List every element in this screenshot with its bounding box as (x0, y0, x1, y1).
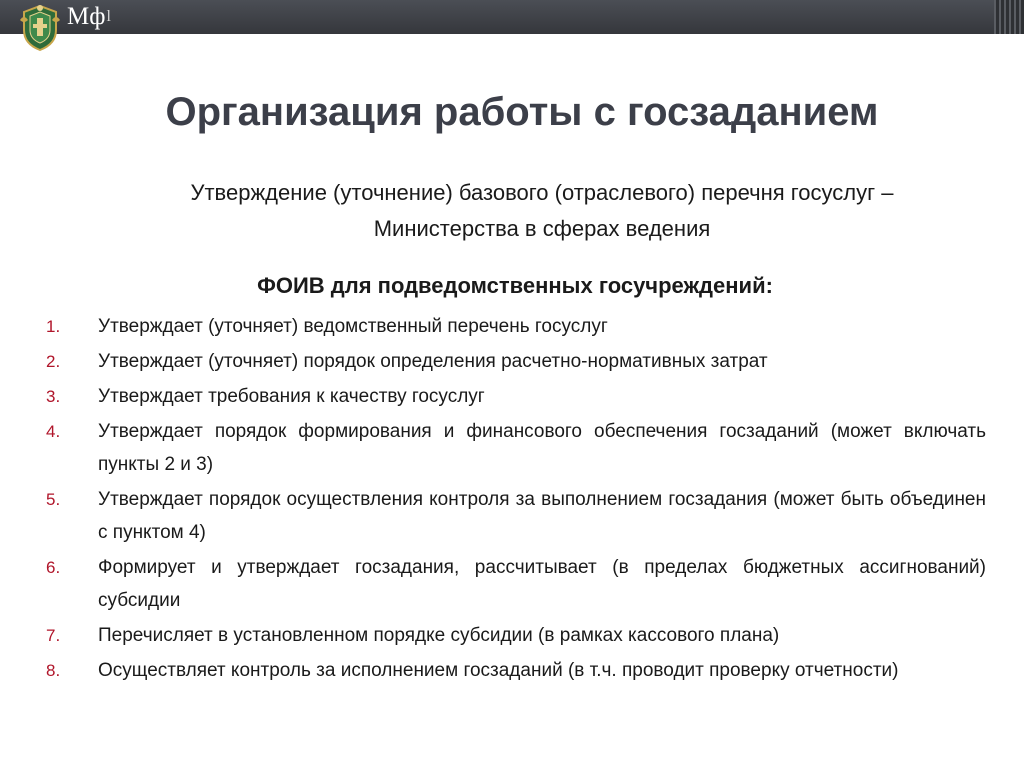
list-item (40, 310, 986, 343)
top-bar-stripes (994, 0, 1024, 34)
top-bar (0, 0, 1024, 34)
list-number: 7. (46, 626, 61, 645)
list-item (40, 619, 986, 652)
list-number: 4. (46, 422, 61, 441)
brand-mark: l (106, 8, 111, 25)
list-number: 2. (46, 352, 61, 371)
list-item (40, 551, 986, 617)
list-number: 5. (46, 490, 61, 509)
list-item (40, 654, 986, 687)
brand-text: Мф (67, 3, 106, 30)
list-text: Перечисляет в установленном порядке субсидии (в рамках кассового плана) (98, 625, 780, 646)
subheading: ФОИВ для подведомственных госучреждений: (257, 273, 773, 298)
list-text: Утверждает порядок осуществления контроля за выполнением госзадания (может быть объединен с пунктом 4) (98, 489, 986, 543)
list-item (40, 483, 986, 549)
list-text: Утверждает (уточняет) порядок определения расчетно-нормативных затрат (98, 351, 768, 372)
list-text: Утверждает требования к качеству госуслуг (98, 386, 485, 407)
slide-title: Организация работы с госзаданием (165, 90, 879, 134)
list-item (40, 415, 986, 481)
list-number: 6. (46, 558, 61, 577)
intro-line-2: Министерства в сферах ведения (373, 216, 711, 241)
list-text: Формирует и утверждает госзадания, рассчитывает (в пределах бюджетных ассигнований) субсидии (98, 557, 986, 611)
ministry-emblem-icon (18, 2, 62, 52)
duties-list (40, 310, 986, 689)
list-item (40, 345, 986, 378)
brand-logo-text (67, 3, 111, 31)
intro-line-1: Утверждение (уточнение) базового (отраслевого) перечня госуслуг – (190, 180, 894, 205)
list-text: Утверждает (уточняет) ведомственный перечень госуслуг (98, 316, 608, 337)
list-text: Осуществляет контроль за исполнением госзаданий (в т.ч. проводит проверку отчетности) (98, 660, 899, 681)
list-text: Утверждает порядок формирования и финансового обеспечения госзаданий (может включать пункты 2 и 3) (98, 421, 986, 475)
list-number: 1. (46, 317, 61, 336)
list-number: 8. (46, 661, 61, 680)
list-number: 3. (46, 387, 61, 406)
list-item (40, 380, 986, 413)
intro-text (62, 175, 1022, 247)
